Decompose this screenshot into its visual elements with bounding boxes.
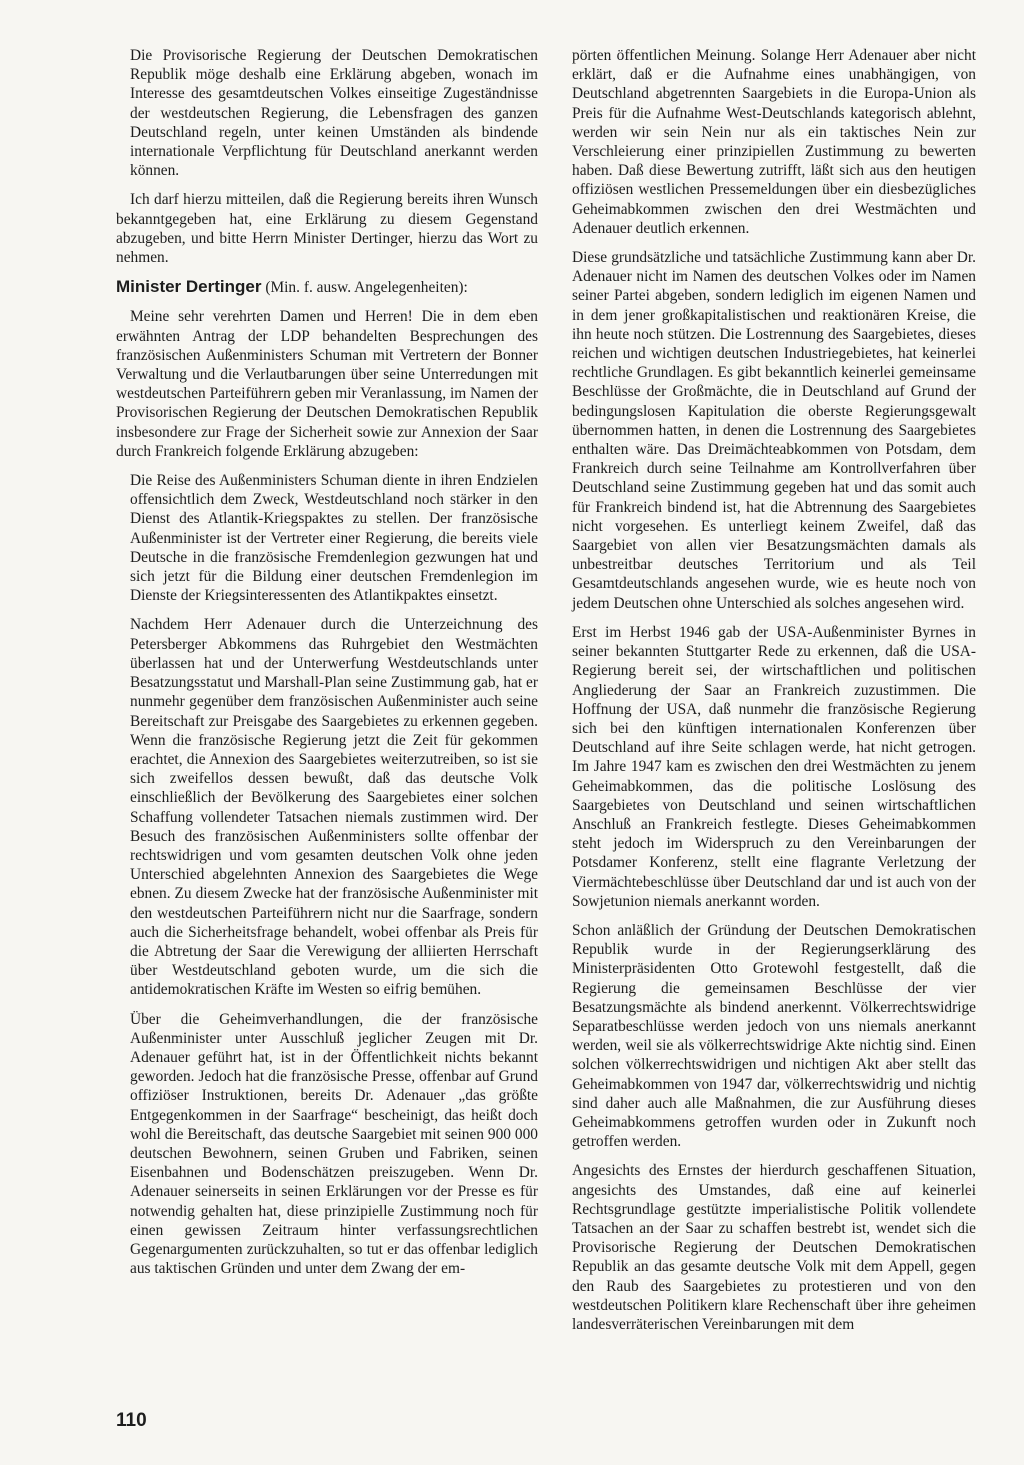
paragraph-continuation: pörten öffentlichen Meinung. Solange Herr Adenauer aber nicht erklärt, daß er die Aufnahme eines unabhängigen, von Deutschland abgetrennten Saargebiets in die Europa-Union als Preis für die Aufnahme West-Deutschlands kategorisch ablehnt, werden wir sein Nein nur als ein taktisches Nein zur Verschleierung einer prinzipiellen Zustimmung zu bewerten haben. Daß diese Bewertung zutrifft, läßt sich aus den heutigen offiziösen westlichen Pressemeldungen über ein diesbezügliches Geheimabkommen zwischen den drei Westmächten und Adenauer deutlich erkennen. — [572, 47, 976, 237]
paragraph-quoted-motion: Die Provisorische Regierung der Deutschen Demokratischen Republik möge deshalb eine Erklärung abgeben, wonach im Interesse des gesamtdeutschen Volkes einseitige Zugeständnisse der westdeutschen Regierung, die Lebensfragen des ganzen Deutschland regeln, unter keinen Umständen als bindende internationale Verpflichtung für Deutschland anerkannt werden können. — [130, 47, 538, 180]
speaker-heading — [116, 277, 538, 297]
paragraph-declaration-6: Schon anläßlich der Gründung der Deutschen Demokratischen Republik wurde in der Regierungserklärung des Ministerpräsidenten Otto Grotewohl festgestellt, daß die Regierung die gemeinsamen Beschlüsse der vier Besatzungsmächte als bindend anerkennt. Völkerrechtswidrige Separatbeschlüsse werden jedoch von uns niemals anerkannt werden, weil sie als völkerrechtswidrige Akte nichtig sind. Einen solchen völkerrechtswidrigen und nichtigen Akt aber stellt das Geheimabkommen von 1947 dar, völkerrechtswidrig und nichtig sind daher auch alle Maßnahmen, die zur Ausführung dieses Geheimabkommens getroffen wurden oder in Zukunft noch getroffen werden. — [572, 921, 976, 1151]
paragraph-declaration-7: Angesichts des Ernstes der hierdurch geschaffenen Situation, angesichts des Umstandes, daß eine auf keinerlei Rechtsgrundlage gestützte imperialistische Politik vollendete Tatsachen an der Saar zu schaffen bestrebt ist, wendet sich die Provisorische Regierung der Deutschen Demokratischen Republik an das gesamte deutsche Volk mit dem Appell, gegen den Raub des Saargebietes zu protestieren und von den westdeutschen Politikern klare Rechenschaft über ihre geheimen landesverräterischen Vereinbarungen mit dem — [572, 1162, 976, 1333]
paragraph-declaration-5: Erst im Herbst 1946 gab der USA-Außenminister Byrnes in seiner bekannten Stuttgarter Rede zu erkennen, daß die USA-Regierung bereit sei, der wirtschaftlichen und politischen Angliederung der Saar an Frankreich zuzustimmen. Die Hoffnung der USA, daß nunmehr die französische Regierung sich bei den künftigen internationalen Konferenzen über Deutschland auf ihre Seite schlagen werde, hat nicht getrogen. Im Jahre 1947 kam es zwischen den drei Westmächten zu jenem Geheimabkommen, das die politische Loslösung des Saargebietes von Deutschland und seinen wirtschaftlichen Anschluß an Frankreich festlegte. Dieses Geheimabkommen steht jedoch im Widerspruch zu den Vereinbarungen der Potsdamer Konferenz, stellt eine flagrante Verletzung der Viermächtebeschlüsse über Deutschland dar und ist auch von der Sowjetunion niemals anerkannt worden. — [572, 623, 976, 910]
paragraph-declaration-3: Über die Geheimverhandlungen, die der französische Außenminister unter Ausschluß jeglicher Zeugen mit Dr. Adenauer geführt hat, ist in der Öffentlichkeit nichts bekannt geworden. Jedoch hat die französische Presse, offenbar auf Grund offiziöser Instruktionen, bereits Dr. Adenauer „das größte Entgegenkommen in der Saarfrage“ bescheinigt, das heißt doch wohl die Bereitschaft, das deutsche Saargebiet mit seinen 900 000 deutschen Bewohnern, seinen Gruben und Fabriken, seinen Eisenbahnen und Bodenschätzen preiszugeben. Wenn Dr. Adenauer seinerseits in seinen Erklärungen vor der Presse es für notwendig gehalten hat, diese prinzipielle Zustimmung noch für einen gewissen Zeitraum hinter verfassungsrechtlichen Gegenargumenten zurückzuhalten, so tut er das offenbar lediglich aus taktischen Gründen und unter dem Zwang der em- — [130, 1010, 538, 1278]
speaker-role: (Min. f. ausw. Angelegenheiten): — [265, 279, 468, 297]
paragraph-declaration-1: Die Reise des Außenministers Schuman diente in ihren Endzielen offensichtlich dem Zweck, Westdeutschland noch stärker in den Dienst des Atlantik-Kriegspaktes zu stellen. Der französische Außenminister ist der Vertreter einer Regierung, die bereits viele Deutsche in die französische Fremdenlegion gezwungen hat und sich jetzt für die Bildung einer deutschen Fremdenlegion im Dienste der Kriegsinteressenten des Atlantikpaktes einsetzt. — [130, 472, 538, 605]
paragraph-chair-statement: Ich darf hierzu mitteilen, daß die Regierung bereits ihren Wunsch bekanntgegeben hat, eine Erklärung zu diesem Gegenstand abzugeben, und bitte Herrn Minister Dertinger, hierzu das Wort zu nehmen. — [116, 191, 538, 267]
paragraph-declaration-4: Diese grundsätzliche und tatsächliche Zustimmung kann aber Dr. Adenauer nicht im Namen des deutschen Volkes oder im Namen seiner Partei abgeben, sondern lediglich im eigenen Namen und in dem jener großkapitalistischen und reaktionären Kreise, die ihn heute noch stützen. Die Lostrennung des Saargebietes, dieses reichen und wichtigen deutschen Industriegebietes, hat keinerlei rechtliche Grundlagen. Es gibt bekanntlich keinerlei gemeinsame Beschlüsse der Großmächte, die in Deutschland auf Grund der bedingungslosen Kapitulation die oberste Regierungsgewalt übernommen hatten, in denen die Lostrennung des Saargebietes enthalten wäre. Das Dreimächteabkommen von Potsdam, dem Frankreich durch seine Teilnahme am Kontrollverfahren über Deutschland seine Zustimmung gegeben hat und das somit auch für Frankreich bindend ist, hat die Abtrennung des Saargebietes nicht vorgesehen. Es unterliegt keinem Zweifel, daß das Saargebiet von allen vier Besatzungsmächten damals als unbestreitbar deutsches Territorium und als Teil Gesamtdeutschlands angesehen wurde, wie es heute noch von jedem Deutschen ohne Unterschied als solches angesehen wird. — [572, 249, 976, 612]
page-number: 110 — [116, 1410, 147, 1431]
paragraph-speech-intro: Meine sehr verehrten Damen und Herren! Die in dem eben erwähnten Antrag der LDP behandelten Besprechungen des französischen Außenministers Schuman mit Vertretern der Bonner Verwaltung und die Verlautbarungen über seine Unterredungen mit westdeutschen Parteiführern geben mir Veranlassung, im Namen der Provisorischen Regierung der Deutschen Demokratischen Republik insbesondere zur Frage der Sicherheit sowie zur Annexion der Saar durch Frankreich folgende Erklärung abzugeben: — [116, 308, 538, 460]
left-column — [116, 46, 538, 1288]
speaker-name: Minister Dertinger — [116, 277, 262, 297]
right-column — [558, 46, 976, 1344]
paragraph-declaration-2: Nachdem Herr Adenauer durch die Unterzeichnung des Petersberger Abkommens das Ruhrgebiet den Westmächten überlassen hat und der Unterwerfung Westdeutschlands unter Besatzungsstatut und Marshall-Plan seine Zustimmung gab, hat er nunmehr gegenüber dem französischen Außenminister auch seine Bereitschaft zur Preisgabe des Saargebietes zu erkennen gegeben. Wenn die französische Regierung jetzt die Zeit für gekommen erachtet, die Annexion des Saargebietes weiterzutreiben, so ist sie sich zweifellos dessen bewußt, daß das deutsche Volk einschließlich der Bevölkerung des Saargebietes einer solchen Schaffung vollendeter Tatsachen niemals zustimmen wird. Der Besuch des französischen Außenministers sollte offenbar der rechtswidrigen und vom gesamten deutschen Volk ohne jeden Unterschied abgelehnten Annexion des Saargebietes die Wege ebnen. Zu diesem Zwecke hat der französische Außenminister mit den westdeutschen Parteiführern nicht nur die Saarfrage, sondern auch die Sicherheitsfrage behandelt, wobei offenbar als Preis für die Abtretung der Saar die Verewigung der alliierten Herrschaft über Westdeutschland geboten wurde, um die sich die antidemokratischen Kräfte im Westen so eifrig bemühen. — [130, 616, 538, 999]
